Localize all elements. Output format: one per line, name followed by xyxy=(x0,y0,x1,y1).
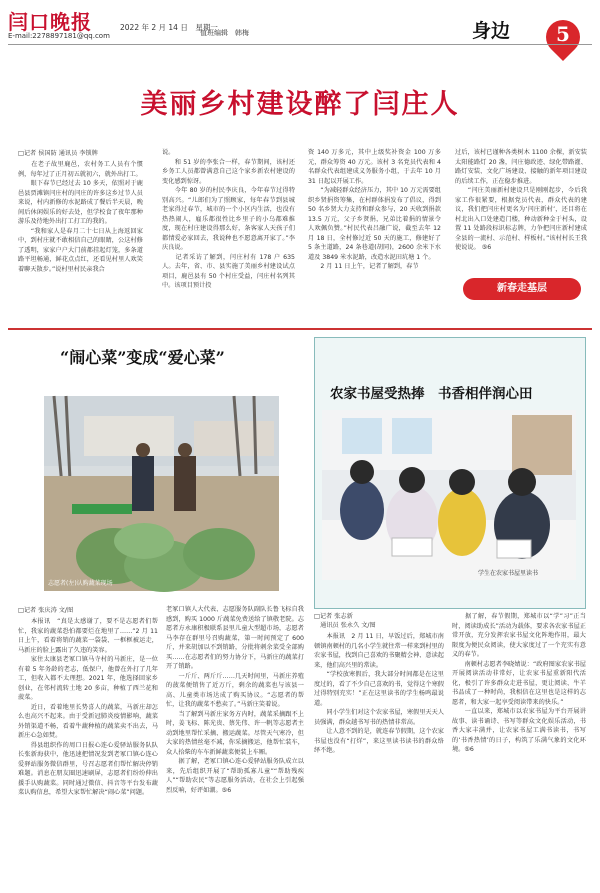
left-article-byline: □记者 张庆涛 文/图 xyxy=(18,607,74,614)
page-number: 5 xyxy=(556,22,570,46)
top-article-col-2: 说。 和 51 岁的李张合一样，春节期间，该村还乡务工人员都曾满意自己这个家乡新农村建设的变化感到惊讶。 今年 80 岁的村民李庆良，今年春节过得特别高兴。“儿郎们为了照顾家，每年春节到县城老家得过春节，城市的一个小区内生活，也没有热热闹人，雇乐都很性比乡里子的小乌都难推度，现在村庄建设得那么好，条客家人天孩子们都情爱必家回去，我说种也不愿意离开家了。”李庆良说。 记者采访了解到，闫庄村有 178 户 635 人。去年，省、市、县实施了美丽乡村建设试点项目，鹿邑县有 50 个村庄受益，闫庄村名列其中。该项目预计投 xyxy=(162,149,295,289)
new-spring-banner: 新春走基层 xyxy=(463,278,581,300)
left-article-title: “闹心菜”变成“爱心菜” xyxy=(60,348,225,367)
newspaper-logo: 闫口晚报 xyxy=(8,10,92,34)
top-article-col-1: 在老子故里鹿邑，农村务工人员有个惯例，每年过了正月初五就初六，就外出打工。 眼下春节已经过去 10 多天，依照对于鹿邑县贾滩镇闫庄村的闫庄的许多这乡过节人员来说，村内新修的水泥路成了餐后半天晨，晚间后休闲娱乐的好去处，但学校食了夜年那种游乐及待地外出打工打工的我的。 “我和家人是春月二十七日从上海返回家中，到村庄就不敢相信自己的眼睛，公这村修了透明，家家户户大门前都挂起灯笼，多条道路平坦畅通，鲜花点点红，还看见村里人欢笑着聊天散步。”说村里村民亲我合 xyxy=(18,161,143,273)
top-article-col-3: 资 140 万多元，其中上级奖补资金 100 万多元，群众筹资 40 万元。该村 3 名党员代表和 4 名群众代表组建成义务服务小组，于去年 10 月 31 日起以开展工作。 “为减轻群众经济压力，其中 10 万元需要组织乡贤捐资筹集，在村群体捐发布了倡议，得到 50 名乡贤大力支持和群众参与，20 天收到捐款 13.5 万元，父子乡贤捐，兄弟比着捐的情景令人欢佩负赞。”村民代表吕融广说，截至去年 12 月 18 日，全村修过近 50 天的施工，修建好了 5 条主道路，24 条巷道(胡同)，2600 余米下水道及 3849 米水泥路，改造水泥田坑塘 1 个。 2 月 11 日上午，记者了解到，春节 xyxy=(308,149,441,270)
top-article-byline: □记者 侯国防 通讯员 李锁牌 xyxy=(18,150,98,157)
masthead-date: 2022 年 2 月 14 日 星期一 xyxy=(120,23,218,32)
right-article-col-2: 据了解，春节假期，郑城市以“学”习”正当时，阅读助成长”活动为载体，要求各农家书屋正常开放，充分发挥农家书屋文化阵地作用，最大限度为便民众阅读，使大家度过了一个充实有意义的春节。 南顿村志愿者李晓婧说：“政府图家农家书屋开展阅读活动非常好，让农家书屋重新阳代活化，极引了许多群众走进书屋，更让阅读、牛羊书品成了一种时尚，我相信在这里也是这样的志愿者，和大家一起享受阅读带来的快乐。” 一直以来，郑城市以农家书屋为平台开展讲故事、读书诵诗、书写等群众文化娱乐活动，书香大家丰满并，让农家书屋工满书读书，书写的‘书香热情’的日子，构筑了乐满气象的文化环境。⑤6 xyxy=(452,613,586,753)
masthead-email: E-mail:2278897181@qq.com xyxy=(8,32,110,40)
right-article-title: 农家书屋受热捧 书香相伴润心田 xyxy=(330,386,533,402)
section-divider xyxy=(8,328,592,330)
right-photo-caption: 学生在农家书屋里读书 xyxy=(478,570,539,577)
right-article-byline: □记者 张志新 通讯员 张永久 文/图 xyxy=(314,613,376,629)
section-title: 身边 xyxy=(472,20,511,42)
masthead-editor: 值班编辑 韩梅 xyxy=(200,29,249,37)
reading-room-photo xyxy=(322,410,576,580)
left-article-col-1: 本报讯 “真是太感谢了，要不是志愿者们帮忙，我家的蔬菜恐怕都要烂在地里了……”2 月 11 日上午，看着将销的蔬菜一袋袋、一框框被运走，马新庄的脸上露出了久违的笑容。 家住太康县老冢口镇马寺村的马新庄，是一位有着 5 年务龄的老志，低保户，他曾在外打了几年工，但收入都不太理想。2021 年，他选择回家乡创业，在邻村流转土地 20 多亩，种植了西兰花和菠菜。 近日，看着地里长势喜人的蔬菜，马新庄却怎么也高兴不起来。由于受新冠肺炎疫情影响，蔬菜外销渠道不畅，看着牛蔬种植的蔬菜卖不出去，马新庄心急如焚。 得县组织作的周口日报心连心爱驿站服务队队长张新海获中，他迅速把情况发到老冢口镇心连心爱驿站服务微信群里，号召志愿者们帮忙解决停销难题。消息在朋友圈迅速刷屏，志愿者们纷纷伸出援手认购蔬菜。同时通过微信、抖音等平台发布蔬菜认购信息，希望大家帮忙解决“闹心菜”问题。 xyxy=(18,618,158,796)
right-article-col-1: 本报讯 2 月 11 日，早饭过后，郑城市南顿镇南顿村的几名小学生就往常一样来到村里的农家书屋，找到自己喜欢的书聚精会神、意读起来，他们高兴里的常读。 “学校放寒假后，我大部分时间都是在这里度过的，看了不少自己喜欢的书，觉得这个寒假过得特别充实！”正在这里读书的学生杨鸣最说道。 同小学生们对这个农家书屋，寒假里天天人员强满，群众越书写书的热情非常高。 让人意不到的是，就连春节假期，这个农家书屋也没有“打烊”，来这里读书读书的群众络绎不绝。 xyxy=(314,633,444,754)
left-photo-caption: 志愿者(左)认购蔬菜现场 xyxy=(48,580,113,587)
top-article-col-4: 过后，该村已谨种各类树木 1100 余棵，新安装太阳能路灯 20 盏，闫庄德政迹、绿化带路灌、路灯安装、文化广场建设、接触的新年项目建设的后续工作，正在稳步推进。 “闫庄美丽新村建设只是刚刚起步，今后我家工作很紧要，根据党员代表，群众代表的建议，我们把闫庄村更名为‘闫庄新村’，还目将在村北出入口处建造门楼，种动新种金于村头，设置 11 处路段标识标志牌，力争把闫庄新村建成全县的一流村、示范村、样板村。”该村村长王我使说说。 ⑤6 xyxy=(455,149,587,251)
main-headline: 美丽乡村建设醉了闫庄人 xyxy=(140,89,460,120)
vegetable-photo xyxy=(44,396,279,591)
masthead-divider xyxy=(8,44,592,45)
left-article-col-2: 老冢口镇人大代表、志愿服务队副队长鲁飞标自我感到，购买 1000 斤蔬菜免费送给了镇敬老院。志愿者方永康积极联系县里儿童大型超市场，志愿者马李存在群里号召购蔬菜，第一时间预定了 600 斤，并来胡加以不到销路，分批将刺余菜受全部购买……在志愿者们的努力协分下，马新庄的蔬菜打开了销路。 一斤斤、两斤斤……几天时间里，马新庄养殖的菠菜便销售了近万斤，剩余的蔬菜也与该县一高、儿童类市场达成了购买协议。“志愿者的帮忙，让我的蔬菜不愁卖了。”马新庄笑着说。 当了解到马新庄家务方内时，蔬菜采摘跟不上时，姜飞标、陈光贵、蔡先伟、许一帆等志愿者主动到地里帮忙采摘、搬运蔬菜。尽管天气寒冷，但大家的热情丝毫不减，你采摘搬运，他帮忙装车，众人拾柴的车车新鲜蔬菜便装上车厢。 据了解，老冢口镇心连心爱驿站服务队成立以来，先后组织开展了“帮助孤寡儿童”“帮助残疾人”“帮助农民”等志愿服务活动，在社会上引起强烈反响，好评如潮。⑤6 xyxy=(166,606,304,794)
